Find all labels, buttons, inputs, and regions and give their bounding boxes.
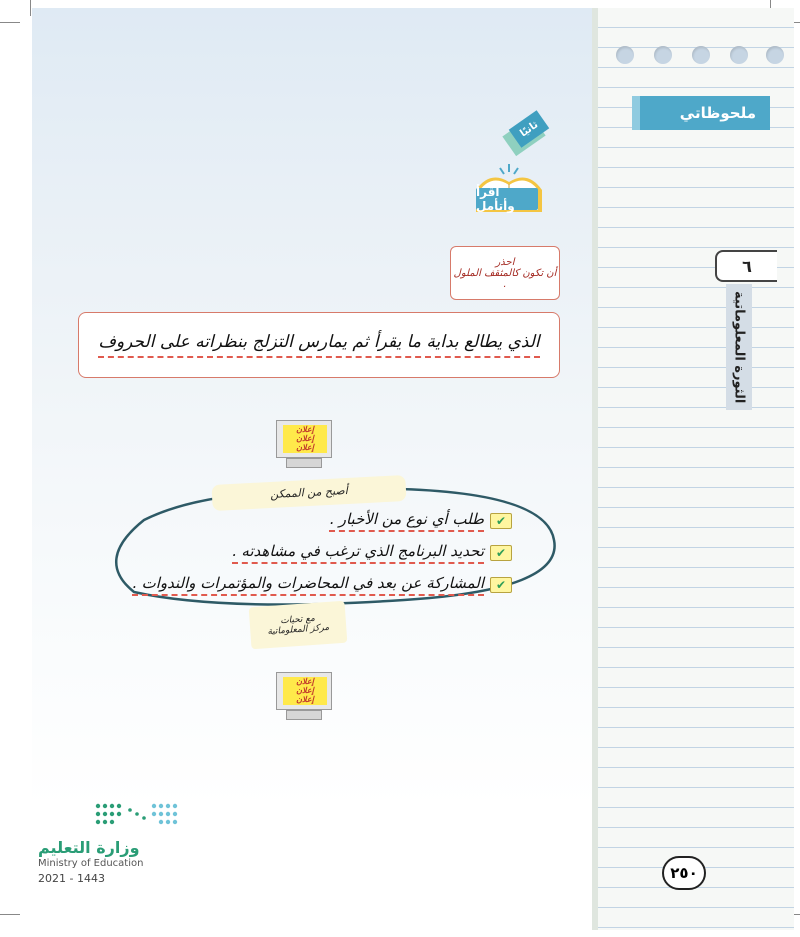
monitor-screen (276, 420, 332, 458)
possible-note: أصبح من الممكن (211, 475, 406, 511)
warning-box (450, 246, 560, 300)
list-item-text: المشاركة عن بعد في المحاضرات والمؤتمرات والندوات . (132, 574, 484, 596)
ad-monitor-icon (272, 418, 336, 470)
quote-text: الذي يطالع بداية ما يقرأ ثم يمارس التزلج بنظراته على الحروف (98, 332, 539, 358)
chapter-number: ٦ (715, 250, 777, 282)
chapter-title: الثورة المعلوماتية (731, 290, 747, 404)
quote-box (78, 312, 560, 378)
monitor-ad-text: إعلان إعلان إعلان (283, 677, 327, 705)
ministry-logo-icon (92, 800, 187, 830)
notes-panel (592, 8, 794, 930)
warning-title: احذر (495, 256, 515, 268)
check-icon: ✔ (490, 545, 512, 561)
ministry-name-english: Ministry of Education (38, 858, 144, 869)
check-icon: ✔ (490, 513, 512, 529)
credit-note-line: مع تحيات (279, 613, 316, 627)
notes-title: ملحوظاتي (640, 96, 770, 130)
monitor-stand (286, 710, 322, 720)
binder-hole (616, 46, 634, 64)
ministry-year: 2021 - 1443 (38, 872, 105, 885)
monitor-stand (286, 458, 322, 468)
chapter-strip (726, 284, 752, 410)
list-item (290, 510, 512, 532)
crop-mark (30, 0, 31, 16)
monitor-ad-text: إعلان إعلان إعلان (283, 425, 327, 453)
read-and-reflect-label: أقرأ وأتأمل (476, 188, 538, 210)
credit-note-line: مركز المعلوماتية (267, 622, 330, 638)
notes-panel-edge (592, 8, 598, 930)
monitor-screen (276, 672, 332, 710)
binder-hole (654, 46, 672, 64)
list-item (190, 542, 512, 564)
crop-mark (0, 914, 20, 915)
ad-monitor-icon (272, 670, 336, 722)
ministry-name-arabic: وزارة التعليم (38, 838, 140, 857)
page-number: ٢٥٠ (662, 856, 706, 890)
binder-hole (766, 46, 784, 64)
section-tag: ثانيًا (509, 110, 549, 148)
warning-text: أن تكون كالمثقف الملول . (453, 267, 557, 290)
binder-hole (730, 46, 748, 64)
binder-hole (692, 46, 710, 64)
check-icon: ✔ (490, 577, 512, 593)
list-item (130, 574, 512, 596)
credit-note (249, 601, 348, 650)
crop-mark (0, 22, 20, 23)
list-item-text: طلب أي نوع من الأخبار . (329, 510, 484, 532)
list-item-text: تحديد البرنامج الذي ترغب في مشاهدته . (232, 542, 484, 564)
